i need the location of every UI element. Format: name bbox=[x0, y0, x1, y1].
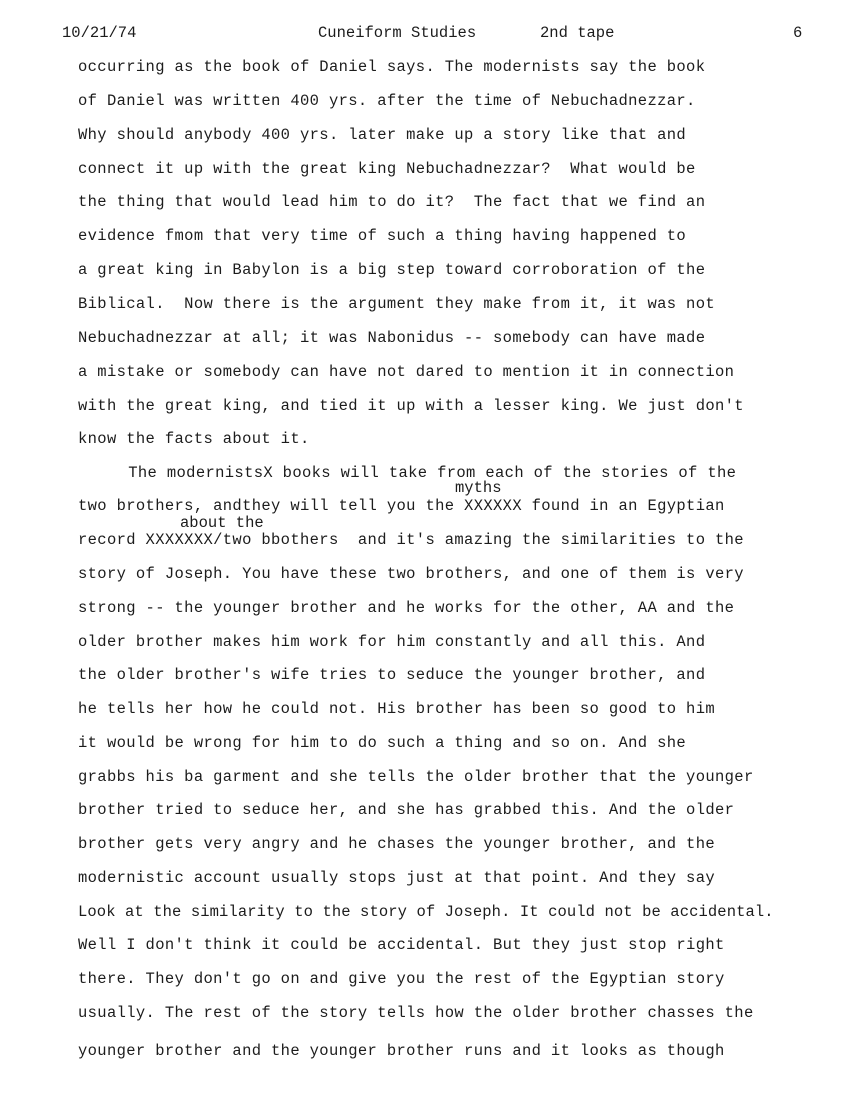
text-line: brother tried to seduce her, and she has grabbed this. And the older bbox=[78, 801, 735, 819]
header-title: Cuneiform Studies bbox=[318, 24, 477, 42]
text-line: Look at the similarity to the story of Joseph. It could not be accidental. bbox=[78, 903, 774, 921]
text-line: connect it up with the great king Nebuchadnezzar? What would be bbox=[78, 160, 696, 178]
text-line: a great king in Babylon is a big step toward corroboration of the bbox=[78, 261, 706, 279]
inserted-word: myths bbox=[455, 479, 502, 497]
text-line: strong -- the younger brother and he works for the other, AA and the bbox=[78, 599, 735, 617]
text-line: with the great king, and tied it up with a lesser king. We just don't bbox=[78, 397, 744, 415]
header-tape: 2nd tape bbox=[540, 24, 615, 42]
text-line: Nebuchadnezzar at all; it was Nabonidus -- somebody can have made bbox=[78, 329, 706, 347]
text-line: the thing that would lead him to do it? The fact that we find an bbox=[78, 193, 706, 211]
text-line: record XXXXXXX/two bbothers and it's amazing the similarities to the bbox=[78, 531, 744, 549]
text-line: know the facts about it. bbox=[78, 430, 310, 448]
text-line: two brothers, andthey will tell you the XXXXXX found in an Egyptian bbox=[78, 497, 725, 515]
text-line: the older brother's wife tries to seduce the younger brother, and bbox=[78, 666, 706, 684]
text-line: modernistic account usually stops just at that point. And they say bbox=[78, 869, 715, 887]
header-date: 10/21/74 bbox=[62, 24, 137, 42]
text-line: Why should anybody 400 yrs. later make up a story like that and bbox=[78, 126, 687, 144]
text-line: of Daniel was written 400 yrs. after the time of Nebuchadnezzar. bbox=[78, 92, 696, 110]
inserted-word: about the bbox=[180, 514, 264, 532]
text-line: Biblical. Now there is the argument they make from it, it was not bbox=[78, 295, 715, 313]
text-line: grabbs his ba garment and she tells the older brother that the younger bbox=[78, 768, 754, 786]
page-number: 6 bbox=[793, 24, 803, 42]
text-line: a mistake or somebody can have not dared to mention it in connection bbox=[78, 363, 735, 381]
text-line: story of Joseph. You have these two brothers, and one of them is very bbox=[78, 565, 744, 583]
text-line: brother gets very angry and he chases the younger brother, and the bbox=[78, 835, 715, 853]
text-line: younger brother and the younger brother runs and it looks as though bbox=[78, 1042, 725, 1060]
text-line: it would be wrong for him to do such a thing and so on. And she bbox=[78, 734, 687, 752]
text-line: evidence fmom that very time of such a thing having happened to bbox=[78, 227, 687, 245]
text-line: usually. The rest of the story tells how the older brother chasses the bbox=[78, 1004, 754, 1022]
text-line: Well I don't think it could be accidental. But they just stop right bbox=[78, 936, 725, 954]
text-line: he tells her how he could not. His brother has been so good to him bbox=[78, 700, 715, 718]
text-line: older brother makes him work for him constantly and all this. And bbox=[78, 633, 706, 651]
text-line: occurring as the book of Daniel says. The modernists say the book bbox=[78, 58, 706, 76]
text-line: there. They don't go on and give you the rest of the Egyptian story bbox=[78, 970, 725, 988]
text-line: The modernistsX books will take from each of the stories of the bbox=[80, 464, 737, 482]
